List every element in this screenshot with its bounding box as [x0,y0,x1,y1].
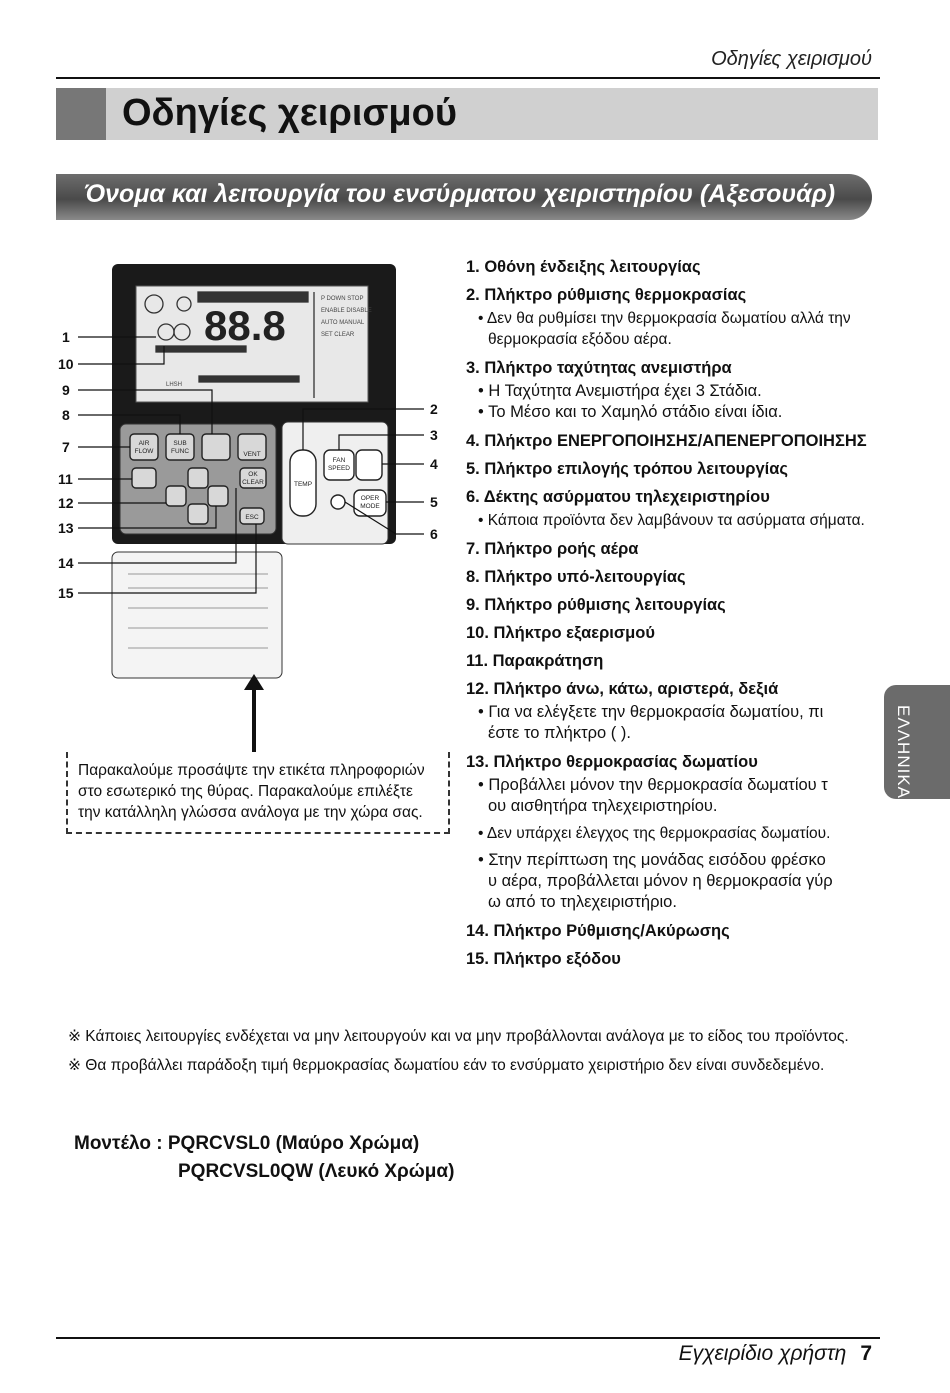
svg-text:LHSH: LHSH [166,382,183,388]
list-item: 11. Παρακράτηση [466,652,604,670]
svg-text:MODE: MODE [360,503,380,510]
svg-text:ESC: ESC [245,514,259,521]
svg-text:5: 5 [430,494,438,510]
svg-text:FUNC: FUNC [170,448,190,455]
list-item: 10. Πλήκτρο εξαερισμού [466,624,655,642]
controller-diagram [56,262,456,762]
footer-rule [56,1337,880,1339]
svg-text:SUB: SUB [173,440,187,447]
header-title: Οδηγίες χειρισμού [711,48,872,70]
list-item: 5. Πλήκτρο επιλογής τρόπου λειτουργίας [466,460,788,478]
footnotes: ※ Κάποιες λειτουργίες ενδέχεται να μην λειτουργούν και να μην προβάλλονται ανάλογα με το είδος του προϊόντος. ※ Θα προβάλλει παράδοξη τιμή θερμοκρασίας δωματίου εάν το ενσύρματο χειριστήριο δεν είναι συνδεδεμένο. [68,1028,849,1074]
svg-text:6: 6 [430,526,438,542]
svg-text:AUTO MANUAL: AUTO MANUAL [321,320,365,326]
svg-text:14: 14 [58,555,74,571]
svg-text:VENT: VENT [243,451,261,458]
svg-text:9: 9 [62,382,70,398]
svg-text:2: 2 [430,401,438,417]
lcd-digits: 88.8 [204,302,286,349]
svg-text:OK: OK [248,471,258,478]
svg-text:3: 3 [430,427,438,443]
list-item: 3. Πλήκτρο ταχύτητας ανεμιστήρα • Η Ταχύτητα Ανεμιστήρα έχει 3 Στάδια. • Το Μέσο και το Χαμηλό στάδιο είναι ίδια. [466,359,783,421]
power-button [356,450,382,480]
list-item: 6. Δέκτης ασύρματου τηλεχειριστηρίου • Κάποια προϊόντα δεν λαμβάνουν τα ασύρματα σήματα. [466,488,865,529]
down-button [188,504,208,524]
header-rule [56,77,880,79]
door-label-note: Παρακαλούμε προσάψτε την ετικέτα πληροφοριών στο εσωτερικό της θύρας. Παρακαλούμε επιλέξτε την κατάλληλη γλώσσα ανάλογα με την χώρα σας. [66,752,450,834]
svg-text:SPEED: SPEED [327,465,351,472]
svg-text:CLEAR: CLEAR [242,479,264,486]
list-item: 12. Πλήκτρο άνω, κάτω, αριστερά, δεξιά • Για να ελέγξετε την θερμοκρασία δωματίου, πι έστε το πλήκτρο ( ). [466,680,824,742]
settings-button [202,434,230,460]
list-item: 8. Πλήκτρο υπό-λειτουργίας [466,568,686,586]
title-bar [56,88,878,140]
section-title: Όνομα και λειτουργία του ενσύρματου χειριστηρίου (Αξεσουάρ) [84,180,836,208]
svg-text:8: 8 [62,407,70,423]
svg-text:OPER: OPER [360,495,380,502]
list-item: 15. Πλήκτρο εξόδου [466,950,621,968]
list-item: 7. Πλήκτρο ροής αέρα [466,540,639,558]
list-item: 14. Πλήκτρο Ρύθμισης/Ακύρωσης [466,922,730,940]
svg-text:10: 10 [58,356,74,372]
list-item: 1. Οθόνη ένδειξης λειτουργίας [466,258,701,276]
svg-text:FLOW: FLOW [134,448,154,455]
list-item: 9. Πλήκτρο ρύθμισης λειτουργίας [466,596,726,614]
page-title: Οδηγίες χειρισμού [122,92,457,134]
hold-button [132,468,156,488]
svg-text:15: 15 [58,585,74,601]
svg-text:7: 7 [62,439,70,455]
svg-text:4: 4 [430,456,438,472]
svg-text:ENABLE DISABLE: ENABLE DISABLE [321,308,372,314]
air-flow-button [130,434,158,460]
svg-text:11: 11 [58,471,73,487]
left-button [166,486,186,506]
section-bar [56,174,872,220]
title-block [56,88,106,140]
receiver [331,495,345,509]
footer: Εγχειρίδιο χρήστη 7 [678,1342,872,1365]
svg-text:SET CLEAR: SET CLEAR [321,332,355,338]
right-button [208,486,228,506]
list-item: 2. Πλήκτρο ρύθμισης θερμοκρασίας • Δεν θα ρυθμίσει την θερμοκρασία δωματίου αλλά την θερμοκρασία εξόδου αέρα. [466,286,851,348]
function-list [466,258,886,978]
svg-text:FAN: FAN [332,457,346,464]
svg-text:AIR: AIR [138,440,150,447]
model-info: Μοντέλο : PQRCVSL0 (Μαύρο Χρώμα) PQRCVSL0QW (Λευκό Χρώμα) [74,1133,455,1182]
sub-func-button [166,434,194,460]
svg-text:1: 1 [62,329,70,345]
up-button [188,468,208,488]
svg-text:12: 12 [58,495,74,511]
svg-text:TEMP: TEMP [293,481,313,488]
list-item: 13. Πλήκτρο θερμοκρασίας δωματίου • Προβάλλει μόνον την θερμοκρασία δωματίου τ ου αισθητήρα τηλεχειριστηρίου. • Δεν υπάρχει έλεγχος της θερμοκρασίας δωματίου. • Στην περίπτωση της μονάδας εισόδου φρέσκο υ αέρα, προβάλλεται μόνον η θερμοκρασία γύρ ω από το τηλεχειριστήριο. [466,753,833,911]
svg-text:P DOWN STOP: P DOWN STOP [321,296,364,302]
language-tab: ΕΛΛΗΝΙΚΑ [884,685,950,799]
list-item: 4. Πλήκτρο ΕΝΕΡΓΟΠΟΙΗΣΗΣ/ΑΠΕΝΕΡΓΟΠΟΙΗΣΗΣ [466,432,867,450]
svg-text:13: 13 [58,520,74,536]
